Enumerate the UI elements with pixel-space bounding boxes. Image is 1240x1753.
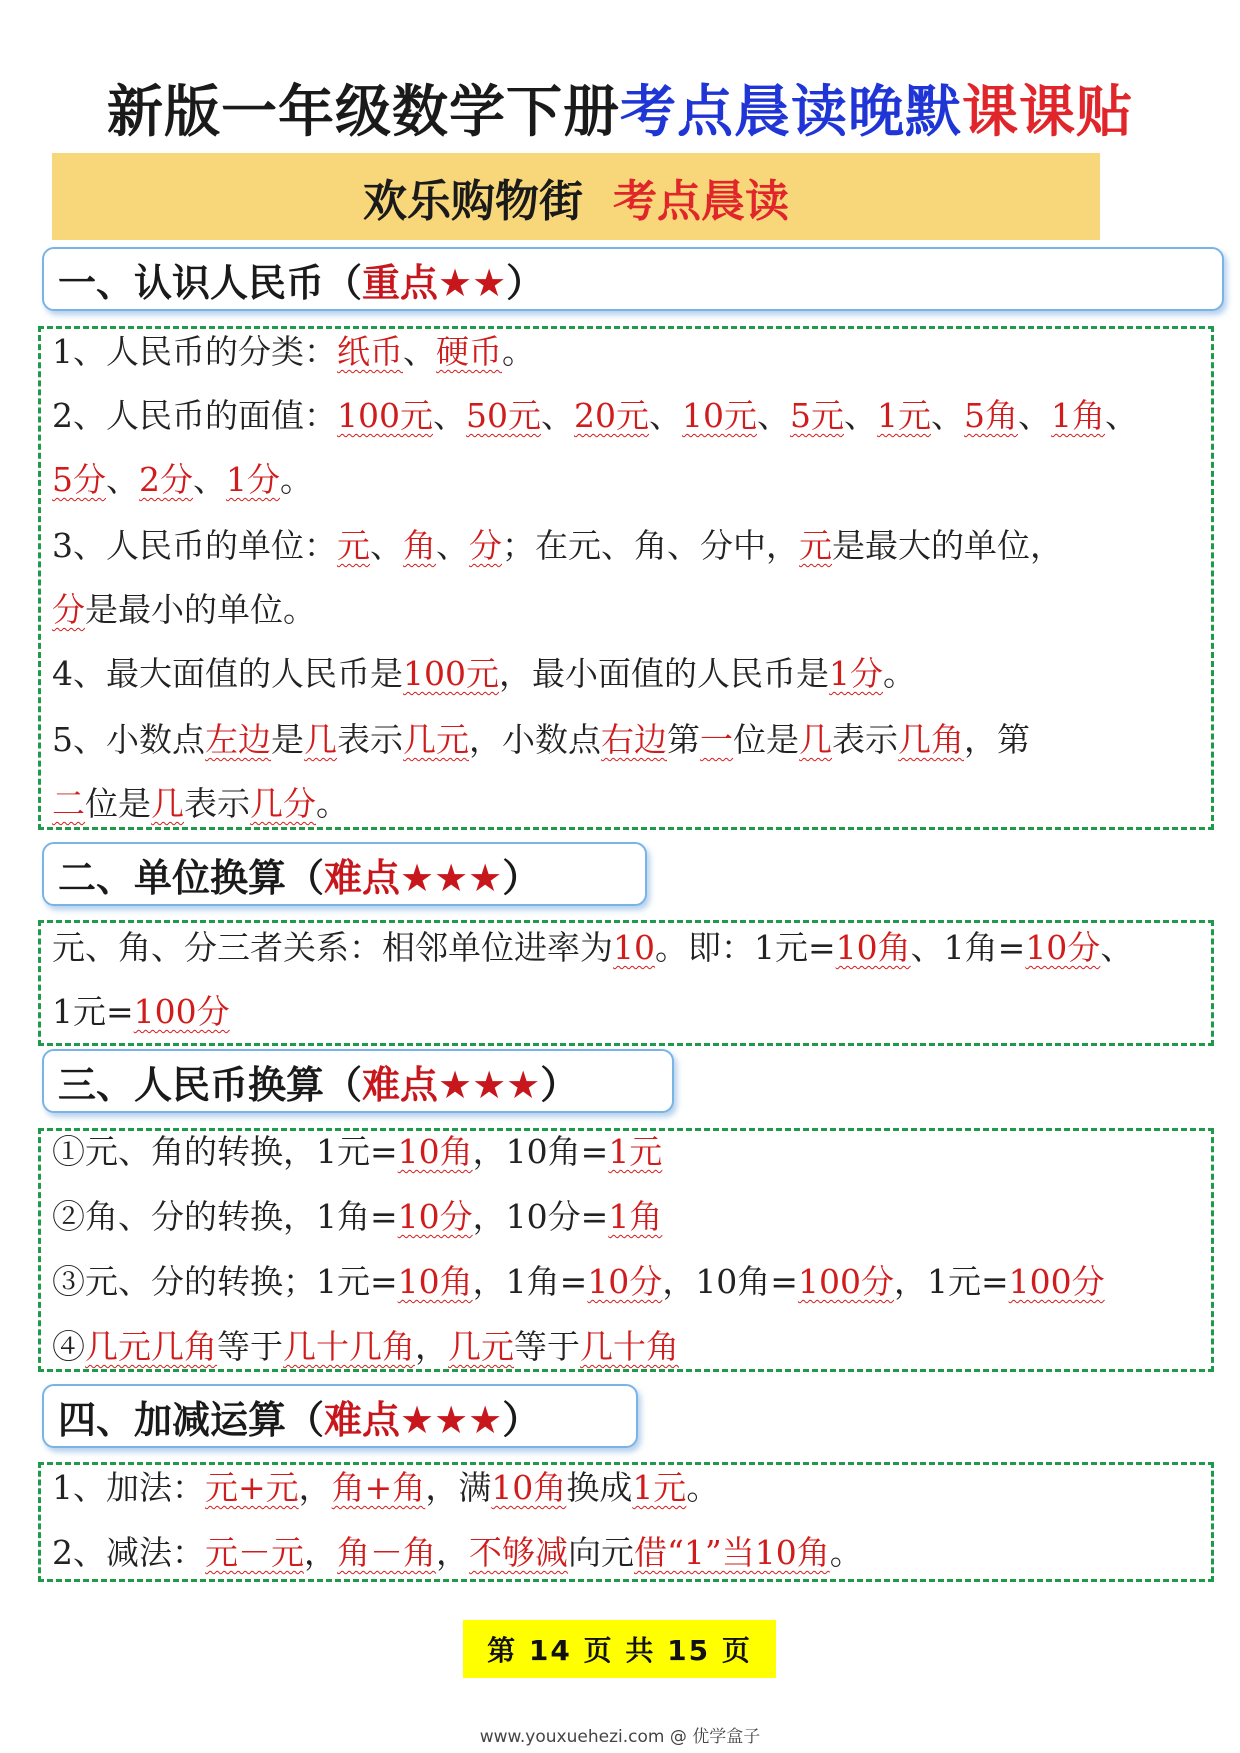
highlight: 100分 xyxy=(797,1262,894,1301)
highlight: 1元 xyxy=(608,1132,663,1171)
section-2-heading xyxy=(42,842,647,906)
text: 1、人民币的分类： xyxy=(52,332,337,371)
s3-line-4 xyxy=(52,1327,679,1367)
text: 、 xyxy=(106,460,139,499)
section-2-level: 难点★★★ xyxy=(324,855,503,900)
highlight: 几元几角 xyxy=(85,1327,217,1366)
section-3-heading-close: ） xyxy=(540,1062,579,1107)
section-3-heading xyxy=(42,1049,674,1113)
text: ， xyxy=(304,1533,337,1572)
highlight: 5分 xyxy=(52,460,106,499)
highlight: 10角 xyxy=(835,928,911,967)
text: ，小数点 xyxy=(469,720,601,759)
highlight: 一 xyxy=(700,720,733,759)
s3-line-2 xyxy=(52,1197,662,1237)
text: 、 xyxy=(193,460,226,499)
highlight: 分 xyxy=(52,590,85,629)
text: 、 xyxy=(1105,396,1138,435)
text: 向元 xyxy=(568,1533,634,1572)
highlight: 100元 xyxy=(403,654,499,693)
text: 、 xyxy=(403,332,436,371)
text: ， xyxy=(298,1468,332,1507)
title-part-3: 课课贴 xyxy=(962,80,1133,145)
text: 、 xyxy=(757,396,790,435)
highlight: 100分 xyxy=(1008,1262,1105,1301)
s3-line-3 xyxy=(52,1262,1105,1302)
highlight: 角－角 xyxy=(337,1533,436,1572)
highlight: 几 xyxy=(151,784,184,823)
highlight: 元 xyxy=(337,526,370,565)
text: 。 xyxy=(316,784,349,823)
banner-topic: 欢乐购物街 xyxy=(363,175,583,227)
s1-line-4 xyxy=(52,526,1063,566)
text: 表示 xyxy=(832,720,898,759)
section-4-heading-close: ） xyxy=(502,1397,541,1442)
section-4-heading xyxy=(42,1384,638,1448)
highlight: 1角 xyxy=(608,1197,663,1236)
highlight: 几 xyxy=(304,720,337,759)
text: ③元、分的转换；1元= xyxy=(52,1262,398,1301)
highlight: 10角 xyxy=(397,1262,473,1301)
text: 等于 xyxy=(514,1327,580,1366)
text: 。 xyxy=(829,1533,863,1572)
text: 、1角= xyxy=(910,928,1026,967)
section-4-level: 难点★★★ xyxy=(324,1397,503,1442)
s2-line-1 xyxy=(52,928,1133,968)
highlight: 二 xyxy=(52,784,85,823)
highlight: 5元 xyxy=(790,396,844,435)
highlight: 1元 xyxy=(632,1468,687,1507)
text: ，10角= xyxy=(662,1262,798,1301)
s1-line-6 xyxy=(52,654,916,694)
text: ④ xyxy=(52,1327,85,1366)
section-1-level: 重点★★ xyxy=(362,260,507,305)
section-2-heading-close: ） xyxy=(502,855,541,900)
text: 、 xyxy=(433,396,466,435)
text: 、 xyxy=(436,526,469,565)
text: 是最大的单位， xyxy=(832,526,1063,565)
page-number-badge: 第 14 页 共 15 页 xyxy=(463,1620,776,1678)
text: ，1元= xyxy=(893,1262,1009,1301)
s1-line-7 xyxy=(52,720,1030,760)
title-part-1: 新版一年级数学下册 xyxy=(107,80,620,145)
text: 1、加法： xyxy=(52,1468,205,1507)
text: 。 xyxy=(280,460,313,499)
highlight: 几十角 xyxy=(580,1327,679,1366)
text: 位是 xyxy=(733,720,799,759)
text: 4、最大面值的人民币是 xyxy=(52,654,403,693)
text: 3、人民币的单位： xyxy=(52,526,337,565)
text: 、 xyxy=(1100,928,1134,967)
text: ， xyxy=(415,1327,448,1366)
s4-line-1 xyxy=(52,1468,719,1508)
page-title xyxy=(0,68,1240,148)
highlight: 硬币 xyxy=(436,332,502,371)
highlight: 几分 xyxy=(250,784,316,823)
s4-line-2 xyxy=(52,1533,863,1573)
text: 。 xyxy=(883,654,916,693)
text: ，1角= xyxy=(472,1262,588,1301)
title-part-2: 考点晨读晚默 xyxy=(620,80,962,145)
text: 等于 xyxy=(217,1327,283,1366)
text: 、 xyxy=(370,526,403,565)
text: 5、小数点 xyxy=(52,720,205,759)
text: 、 xyxy=(1018,396,1051,435)
sub-banner xyxy=(52,153,1100,240)
highlight: 10角 xyxy=(491,1468,567,1507)
highlight: 10角 xyxy=(397,1132,473,1171)
text: 1元= xyxy=(52,992,134,1031)
highlight: 纸币 xyxy=(337,332,403,371)
section-4-heading-text: 四、加减运算（ xyxy=(58,1397,325,1442)
text: ②角、分的转换，1角= xyxy=(52,1197,398,1236)
text: 。 xyxy=(686,1468,720,1507)
highlight: 左边 xyxy=(205,720,271,759)
highlight: 100元 xyxy=(337,396,433,435)
text: 表示 xyxy=(337,720,403,759)
s1-line-2 xyxy=(52,396,1138,436)
text: 2、减法： xyxy=(52,1533,205,1572)
highlight: 角+角 xyxy=(331,1468,426,1507)
text: 、 xyxy=(541,396,574,435)
highlight: 几元 xyxy=(448,1327,514,1366)
text: 是最小的单位。 xyxy=(85,590,316,629)
s2-line-2 xyxy=(52,992,230,1032)
highlight: 借“1”当10角 xyxy=(634,1533,830,1572)
highlight: 5角 xyxy=(964,396,1018,435)
s1-line-1 xyxy=(52,332,535,372)
text: 满 xyxy=(458,1468,492,1507)
text: 。 xyxy=(502,332,535,371)
watermark: www.youxuehezi.com @ 优学盒子 xyxy=(479,1727,761,1747)
highlight: 元+元 xyxy=(205,1468,299,1507)
highlight: 几 xyxy=(799,720,832,759)
highlight: 1分 xyxy=(226,460,280,499)
text: ①元、角的转换，1元= xyxy=(52,1132,398,1171)
highlight: 20元 xyxy=(574,396,649,435)
highlight: 1分 xyxy=(829,654,883,693)
text: 、 xyxy=(931,396,964,435)
highlight: 2分 xyxy=(139,460,193,499)
highlight: 1角 xyxy=(1051,396,1105,435)
text: ，最小面值的人民币是 xyxy=(499,654,829,693)
highlight: 不够减 xyxy=(469,1533,568,1572)
highlight: 50元 xyxy=(466,396,541,435)
text: 是 xyxy=(271,720,304,759)
highlight: 10分 xyxy=(587,1262,663,1301)
highlight: 1元 xyxy=(877,396,931,435)
section-1-heading xyxy=(42,247,1224,311)
s3-line-1 xyxy=(52,1132,662,1172)
highlight: 右边 xyxy=(601,720,667,759)
highlight: 分 xyxy=(469,526,502,565)
section-1-heading-close: ） xyxy=(506,260,545,305)
text: ；在元、角、分中， xyxy=(502,526,799,565)
s1-line-8 xyxy=(52,784,349,824)
highlight: 10元 xyxy=(682,396,757,435)
highlight: 几角 xyxy=(898,720,964,759)
s1-line-5 xyxy=(52,590,316,630)
section-2-heading-text: 二、单位换算（ xyxy=(58,855,325,900)
text: ，10分= xyxy=(472,1197,609,1236)
text: 2、人民币的面值： xyxy=(52,396,337,435)
section-3-level: 难点★★★ xyxy=(362,1062,541,1107)
highlight: 10分 xyxy=(397,1197,473,1236)
text: 。即：1元= xyxy=(655,928,836,967)
highlight: 元 xyxy=(799,526,832,565)
text: ，第 xyxy=(964,720,1030,759)
text: 表示 xyxy=(184,784,250,823)
text: 位是 xyxy=(85,784,151,823)
text: 元、角、分三者关系：相邻单位进率为 xyxy=(52,928,613,967)
highlight: 10 xyxy=(613,928,655,967)
text: 、 xyxy=(844,396,877,435)
text: 、 xyxy=(649,396,682,435)
section-3-heading-text: 三、人民币换算（ xyxy=(58,1062,363,1107)
highlight: 10分 xyxy=(1025,928,1101,967)
highlight: 角 xyxy=(403,526,436,565)
highlight: 几元 xyxy=(403,720,469,759)
s1-line-3 xyxy=(52,460,313,500)
text: 换成 xyxy=(566,1468,633,1507)
text: 第 xyxy=(667,720,700,759)
text: ， xyxy=(425,1468,459,1507)
banner-label: 考点晨读 xyxy=(613,175,789,227)
section-1-heading-text: 一、认识人民币（ xyxy=(58,260,363,305)
highlight: 几十几角 xyxy=(283,1327,415,1366)
text: ， xyxy=(436,1533,469,1572)
highlight: 元－元 xyxy=(205,1533,304,1572)
highlight: 100分 xyxy=(133,992,230,1031)
text: ，10角= xyxy=(472,1132,609,1171)
